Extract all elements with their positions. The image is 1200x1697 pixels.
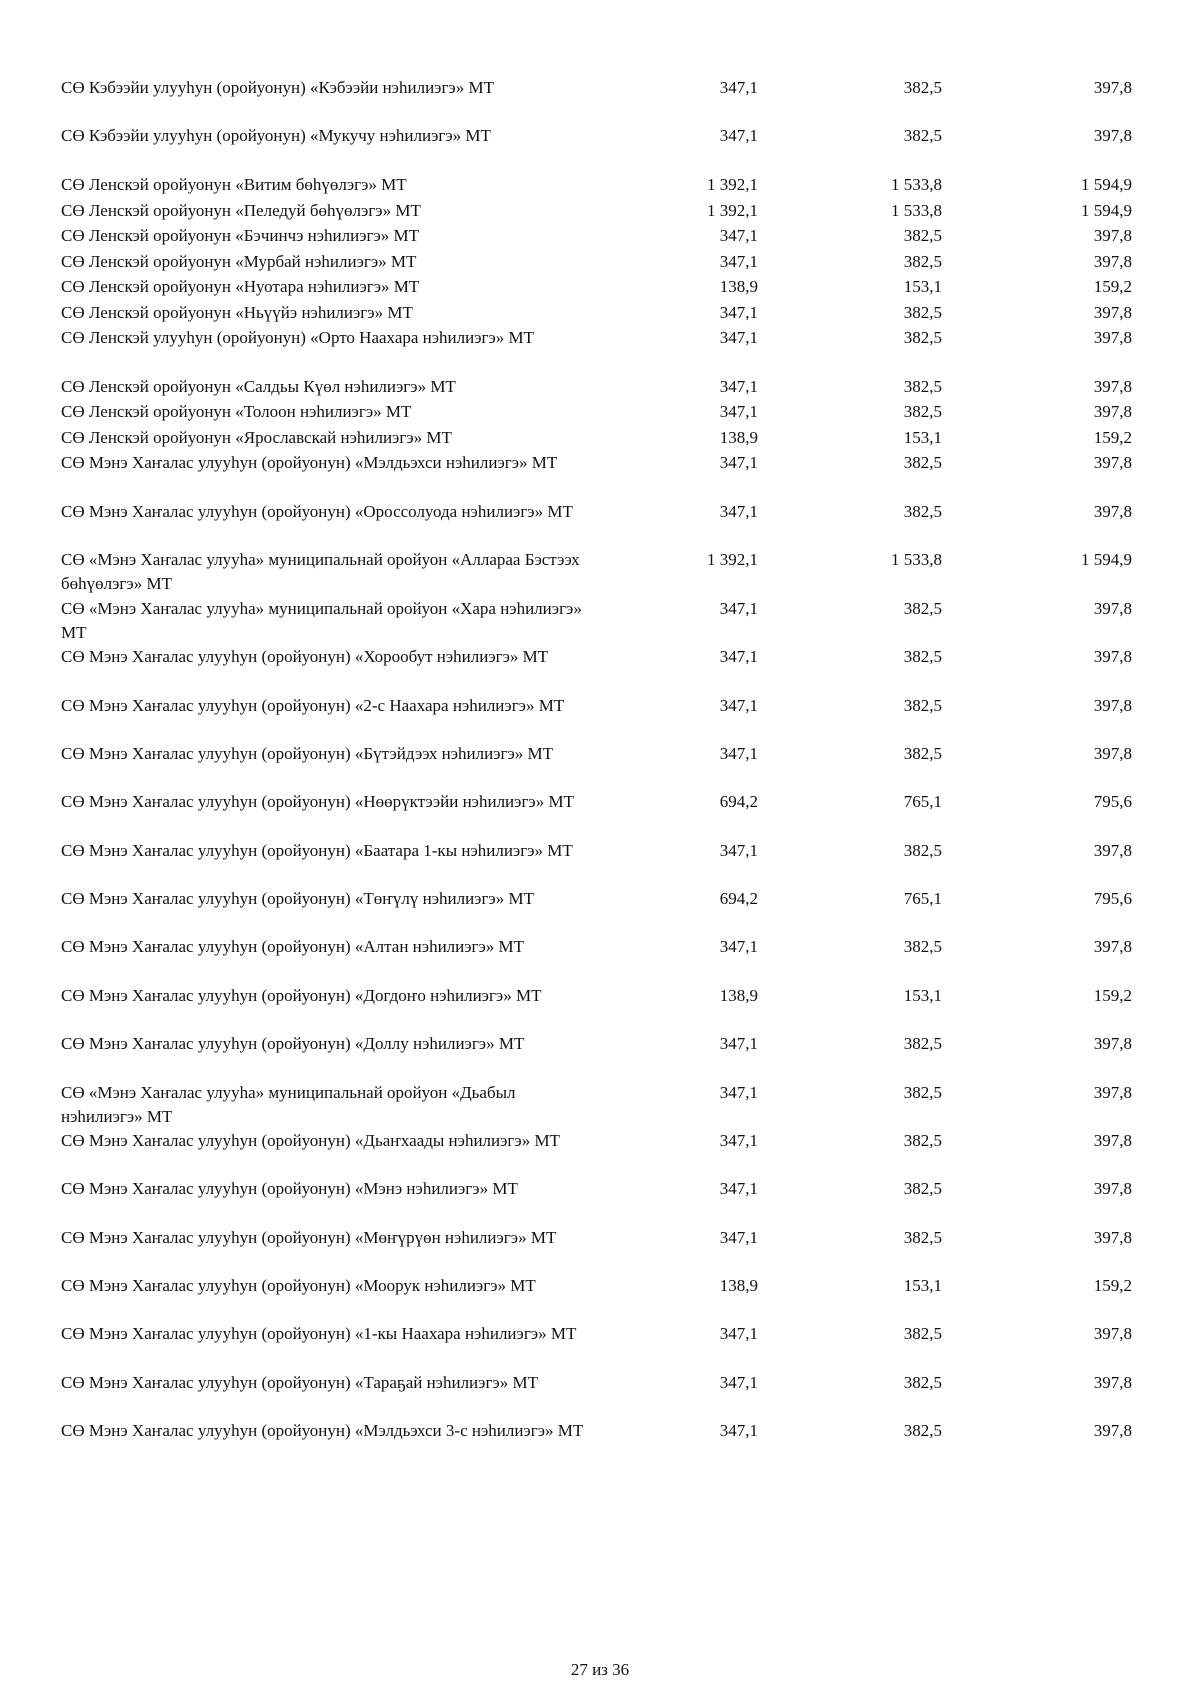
value-v1: 347,1 [719,402,758,421]
row-name: СӨ Мэнэ Хаҥалас улууһун (оройуонун) «Нөөрүктээйи нэһилиэгэ» МТ [61,792,574,811]
row-name: СӨ Мэнэ Хаҥалас улууһун (оройуонун) «Тараҕай нэһилиэгэ» МТ [61,1373,538,1392]
value-v2: 382,5 [903,647,942,666]
value-v1: 138,9 [719,1276,758,1295]
value-v1: 347,1 [719,226,758,245]
value-v2: 382,5 [903,1373,942,1392]
value-v3: 397,8 [1093,78,1132,97]
value-v2: 382,5 [903,1324,942,1343]
value-v2: 382,5 [903,377,942,396]
value-v2: 765,1 [903,889,942,908]
value-v3: 397,8 [1093,1421,1132,1440]
row-name: СӨ Мэнэ Хаҥалас улууһун (оройуонун) «Алтан нэһилиэгэ» МТ [61,937,525,956]
value-v2: 1 533,8 [891,175,942,194]
value-v3: 795,6 [1093,792,1132,811]
row-name: СӨ Мэнэ Хаҥалас улууһун (оройуонун) «Догдоҥо нэһилиэгэ» МТ [61,986,542,1005]
value-v1: 1 392,1 [707,201,758,220]
value-v1: 347,1 [719,126,758,145]
value-v2: 382,5 [903,502,942,521]
value-v1: 347,1 [719,1228,758,1247]
row-name: СӨ Ленскэй улууһун (оройуонун) «Орто Наахара нэһилиэгэ» МТ [61,328,535,347]
row-name: СӨ Ленскэй оройуонун «Ярославскай нэһилиэгэ» МТ [61,428,452,447]
value-v3: 159,2 [1093,428,1132,447]
row-name: СӨ Мэнэ Хаҥалас улууһун (оройуонун) «Төҥүлү нэһилиэгэ» МТ [61,889,534,908]
value-v3: 397,8 [1093,696,1132,715]
value-v2: 382,5 [903,696,942,715]
row-name: СӨ Ленскэй оройуонун «Бэчинчэ нэһилиэгэ» МТ [61,226,420,245]
value-v2: 382,5 [903,744,942,763]
value-v3: 397,8 [1093,1324,1132,1343]
row-name: СӨ «Мэнэ Хаҥалас улууһа» муниципальнай оройуон «Аллараа Бэстээх бөһүөлэгэ» МТ [61,550,580,593]
row-name: СӨ Мэнэ Хаҥалас улууһун (оройуонун) «Мэлдьэхси 3-с нэһилиэгэ» МТ [61,1421,584,1440]
value-v1: 347,1 [719,1131,758,1150]
value-v2: 382,5 [903,303,942,322]
row-name: СӨ Ленскэй оройуонун «Витим бөһүөлэгэ» МТ [61,175,407,194]
value-v2: 382,5 [903,402,942,421]
value-v1: 347,1 [719,599,758,618]
value-v1: 347,1 [719,841,758,860]
value-v2: 382,5 [903,126,942,145]
value-v3: 397,8 [1093,1083,1132,1102]
value-v2: 382,5 [903,453,942,472]
page-number: 27 из 36 [570,1660,630,1679]
value-v3: 397,8 [1093,377,1132,396]
value-v2: 765,1 [903,792,942,811]
value-v1: 694,2 [719,792,758,811]
value-v2: 382,5 [903,328,942,347]
row-name: СӨ Ленскэй оройуонун «Нуотара нэһилиэгэ» МТ [61,277,420,296]
value-v1: 347,1 [719,453,758,472]
row-name: СӨ Ленскэй оройуонун «Пеледуй бөһүөлэгэ» МТ [61,201,421,220]
row-name: СӨ Мэнэ Хаҥалас улууһун (оройуонун) «2-с Наахара нэһилиэгэ» МТ [61,696,565,715]
value-v2: 382,5 [903,1179,942,1198]
value-v1: 347,1 [719,1179,758,1198]
value-v2: 1 533,8 [891,550,942,569]
row-name: СӨ Мэнэ Хаҥалас улууһун (оройуонун) «Баатара 1-кы нэһилиэгэ» МТ [61,841,573,860]
value-v1: 347,1 [719,1373,758,1392]
value-v1: 347,1 [719,502,758,521]
row-name: СӨ Мэнэ Хаҥалас улууһун (оройуонун) «Дьаҥхаады нэһилиэгэ» МТ [61,1131,560,1150]
value-v1: 347,1 [719,252,758,271]
value-v1: 1 392,1 [707,175,758,194]
value-v1: 138,9 [719,428,758,447]
value-v2: 382,5 [903,937,942,956]
value-v3: 397,8 [1093,453,1132,472]
value-v1: 347,1 [719,78,758,97]
value-v1: 347,1 [719,328,758,347]
value-v2: 382,5 [903,1034,942,1053]
row-name: СӨ Мэнэ Хаҥалас улууһун (оройуонун) «1-кы Наахара нэһилиэгэ» МТ [61,1324,577,1343]
value-v3: 1 594,9 [1081,550,1132,569]
value-v1: 347,1 [719,1421,758,1440]
value-v2: 153,1 [903,1276,942,1295]
value-v3: 397,8 [1093,328,1132,347]
value-v1: 1 392,1 [707,550,758,569]
value-v3: 159,2 [1093,277,1132,296]
row-name: СӨ Мэнэ Хаҥалас улууһун (оройуонун) «Ороссолуода нэһилиэгэ» МТ [61,502,573,521]
row-name: СӨ Мэнэ Хаҥалас улууһун (оройуонун) «Мэлдьэхси нэһилиэгэ» МТ [61,453,558,472]
value-v1: 347,1 [719,647,758,666]
value-v3: 397,8 [1093,226,1132,245]
value-v2: 1 533,8 [891,201,942,220]
value-v2: 382,5 [903,1228,942,1247]
value-v2: 382,5 [903,78,942,97]
value-v2: 382,5 [903,226,942,245]
value-v3: 397,8 [1093,126,1132,145]
value-v2: 382,5 [903,1131,942,1150]
value-v3: 397,8 [1093,744,1132,763]
value-v3: 397,8 [1093,402,1132,421]
value-v2: 382,5 [903,599,942,618]
value-v3: 397,8 [1093,599,1132,618]
row-name: СӨ «Мэнэ Хаҥалас улууһа» муниципальнай оройуон «Хара нэһилиэгэ» МТ [61,599,582,642]
row-name: СӨ Мэнэ Хаҥалас улууһун (оройуонун) «Мэнэ нэһилиэгэ» МТ [61,1179,518,1198]
value-v3: 159,2 [1093,1276,1132,1295]
row-name: СӨ Мэнэ Хаҥалас улууһун (оройуонун) «Хорообут нэһилиэгэ» МТ [61,647,549,666]
value-v2: 153,1 [903,428,942,447]
value-v2: 382,5 [903,841,942,860]
value-v2: 153,1 [903,986,942,1005]
value-v1: 347,1 [719,937,758,956]
value-v3: 397,8 [1093,1373,1132,1392]
value-v3: 1 594,9 [1081,201,1132,220]
row-name: СӨ Мэнэ Хаҥалас улууһун (оройуонун) «Бүтэйдээх нэһилиэгэ» МТ [61,744,554,763]
value-v3: 397,8 [1093,1131,1132,1150]
value-v1: 347,1 [719,303,758,322]
row-name: СӨ Ленскэй оройуонун «Салдьы Күөл нэһилиэгэ» МТ [61,377,456,396]
value-v1: 347,1 [719,377,758,396]
row-name: СӨ Ленскэй оройуонун «Ньүүйэ нэһилиэгэ» МТ [61,303,413,322]
row-name: СӨ «Мэнэ Хаҥалас улууһа» муниципальнай оройуон «Дьабыл нэһилиэгэ» МТ [61,1083,516,1126]
row-name: СӨ Ленскэй оройуонун «Толоон нэһилиэгэ» МТ [61,402,412,421]
row-name: СӨ Кэбээйи улууһун (оройуонун) «Кэбээйи нэһилиэгэ» МТ [61,78,494,97]
row-name: СӨ Мэнэ Хаҥалас улууһун (оройуонун) «Мөҥүрүөн нэһилиэгэ» МТ [61,1228,557,1247]
value-v1: 347,1 [719,744,758,763]
value-v1: 694,2 [719,889,758,908]
value-v3: 397,8 [1093,502,1132,521]
row-name: СӨ Кэбээйи улууһун (оройуонун) «Мукучу нэһилиэгэ» МТ [61,126,491,145]
value-v3: 397,8 [1093,647,1132,666]
value-v3: 1 594,9 [1081,175,1132,194]
row-name: СӨ Мэнэ Хаҥалас улууһун (оройуонун) «Доллу нэһилиэгэ» МТ [61,1034,525,1053]
value-v3: 397,8 [1093,252,1132,271]
value-v3: 397,8 [1093,303,1132,322]
row-name: СӨ Ленскэй оройуонун «Мурбай нэһилиэгэ» МТ [61,252,417,271]
value-v3: 795,6 [1093,889,1132,908]
value-v1: 347,1 [719,696,758,715]
value-v3: 397,8 [1093,1034,1132,1053]
value-v3: 397,8 [1093,841,1132,860]
value-v3: 159,2 [1093,986,1132,1005]
value-v3: 397,8 [1093,937,1132,956]
value-v2: 382,5 [903,1083,942,1102]
value-v1: 138,9 [719,986,758,1005]
value-v3: 397,8 [1093,1179,1132,1198]
value-v1: 347,1 [719,1324,758,1343]
value-v3: 397,8 [1093,1228,1132,1247]
value-v2: 153,1 [903,277,942,296]
value-v1: 347,1 [719,1034,758,1053]
value-v2: 382,5 [903,252,942,271]
value-v2: 382,5 [903,1421,942,1440]
row-name: СӨ Мэнэ Хаҥалас улууһун (оройуонун) «Моорук нэһилиэгэ» МТ [61,1276,536,1295]
value-v1: 347,1 [719,1083,758,1102]
value-v1: 138,9 [719,277,758,296]
